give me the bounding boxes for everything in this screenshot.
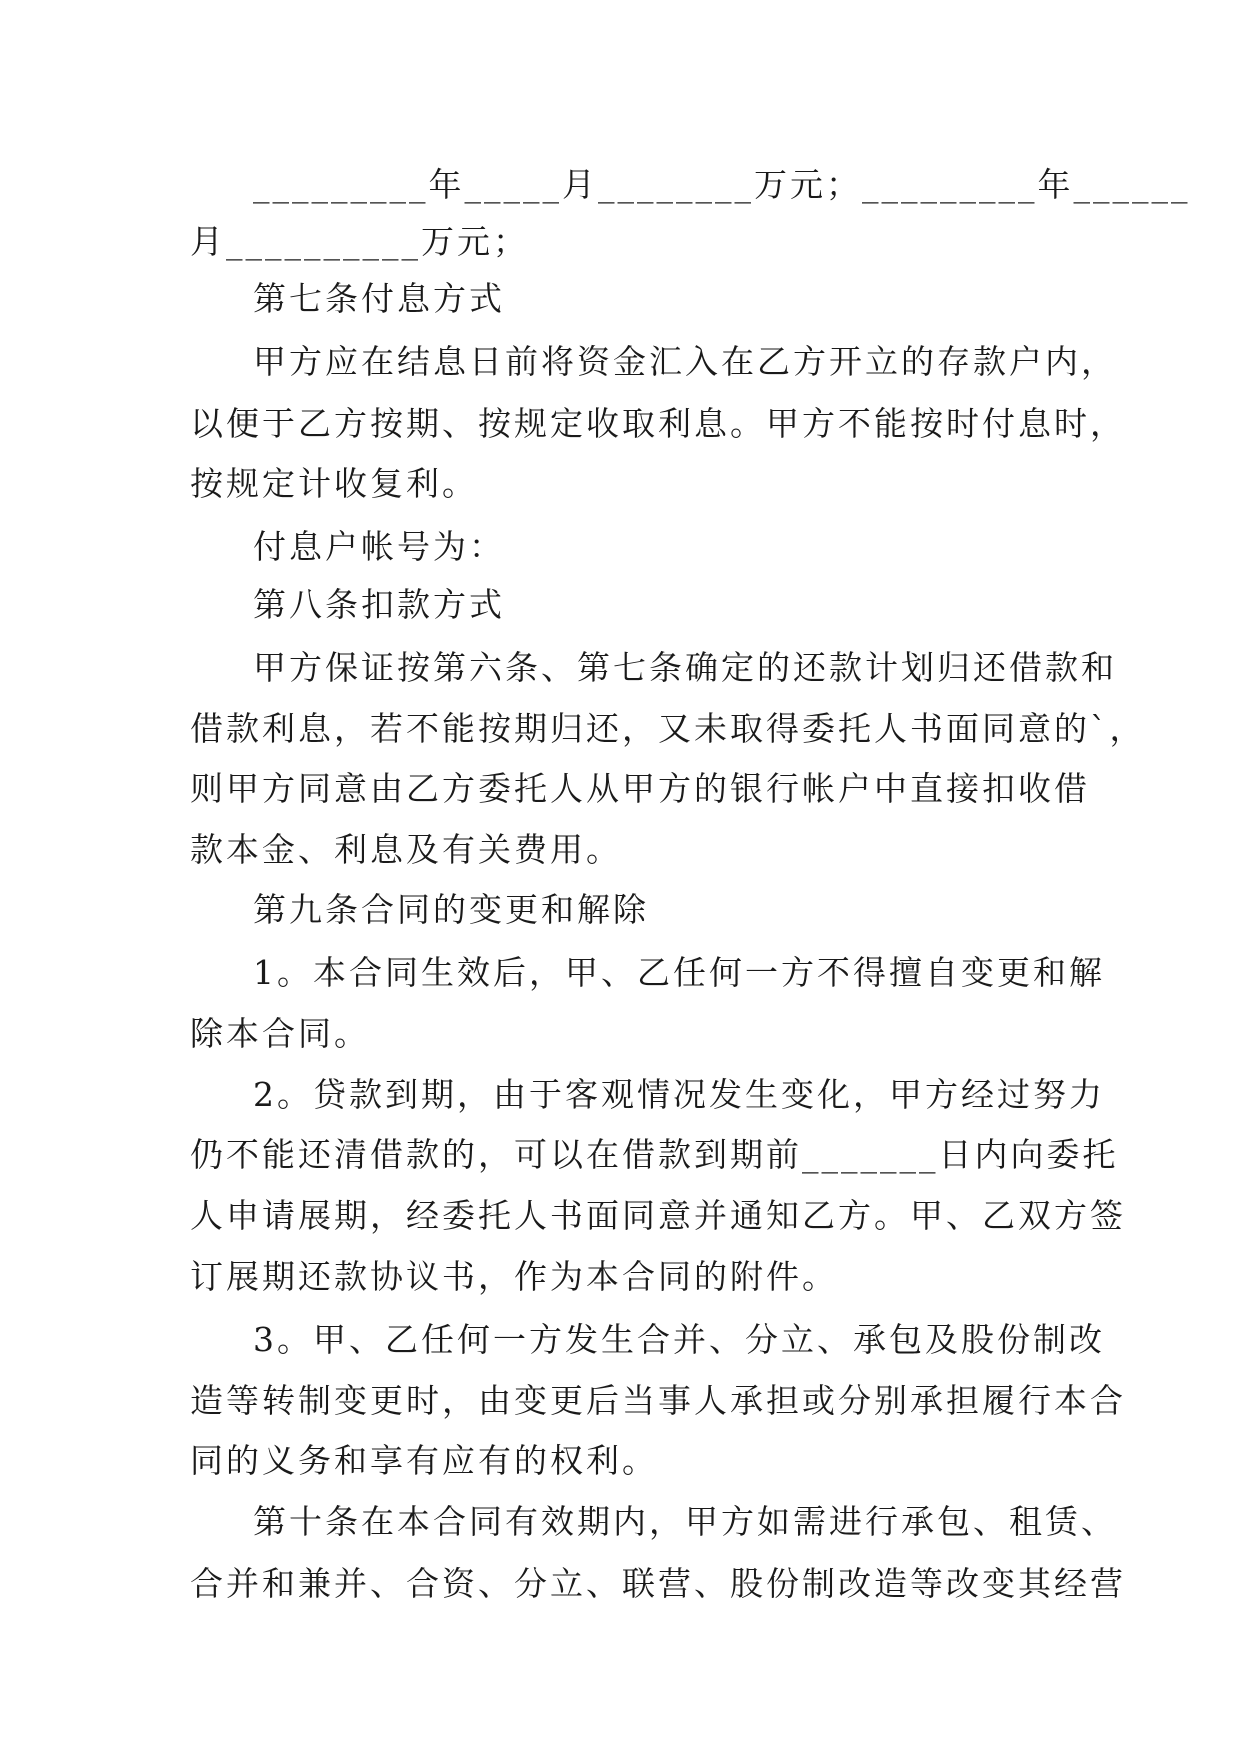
section-heading: 第七条付息方式: [253, 279, 505, 318]
text-line: 以便于乙方按期、按规定收取利息。甲方不能按时付息时，: [190, 404, 1126, 443]
text-line: 1。本合同生效后，甲、乙任何一方不得擅自变更和解: [253, 953, 1105, 992]
text-line: 造等转制变更时，由变更后当事人承担或分别承担履行本合: [190, 1381, 1126, 1420]
text-line: 借款利息，若不能按期归还，又未取得委托人书面同意的`，: [190, 709, 1146, 748]
section-heading: 第九条合同的变更和解除: [253, 890, 649, 929]
text-line: 甲方应在结息日前将资金汇入在乙方开立的存款户内，: [253, 342, 1117, 381]
text-line: 按规定计收复利。: [190, 464, 478, 503]
text-line: 同的义务和享有应有的权利。: [190, 1441, 658, 1480]
text-line: 付息户帐号为：: [253, 527, 505, 566]
text-line: _________年_____月________万元；_________年______: [253, 165, 1191, 204]
text-line: 甲方保证按第六条、第七条确定的还款计划归还借款和: [253, 648, 1117, 687]
text-line: 3。甲、乙任何一方发生合并、分立、承包及股份制改: [253, 1320, 1105, 1359]
text-line: 第十条在本合同有效期内，甲方如需进行承包、租赁、: [253, 1502, 1117, 1541]
text-line: 月__________万元；: [190, 222, 529, 261]
text-line: 则甲方同意由乙方委托人从甲方的银行帐户中直接扣收借: [190, 769, 1090, 808]
section-heading: 第八条扣款方式: [253, 585, 505, 624]
text-line: 合并和兼并、合资、分立、联营、股份制改造等改变其经营: [190, 1564, 1126, 1603]
text-line: 订展期还款协议书，作为本合同的附件。: [190, 1257, 838, 1296]
text-line: 款本金、利息及有关费用。: [190, 830, 622, 869]
text-line: 人申请展期，经委托人书面同意并通知乙方。甲、乙双方签: [190, 1196, 1126, 1235]
text-line: 2。贷款到期，由于客观情况发生变化，甲方经过努力: [253, 1075, 1105, 1114]
text-line: 仍不能还清借款的，可以在借款到期前_______日内向委托: [190, 1135, 1119, 1174]
text-line: 除本合同。: [190, 1014, 370, 1053]
